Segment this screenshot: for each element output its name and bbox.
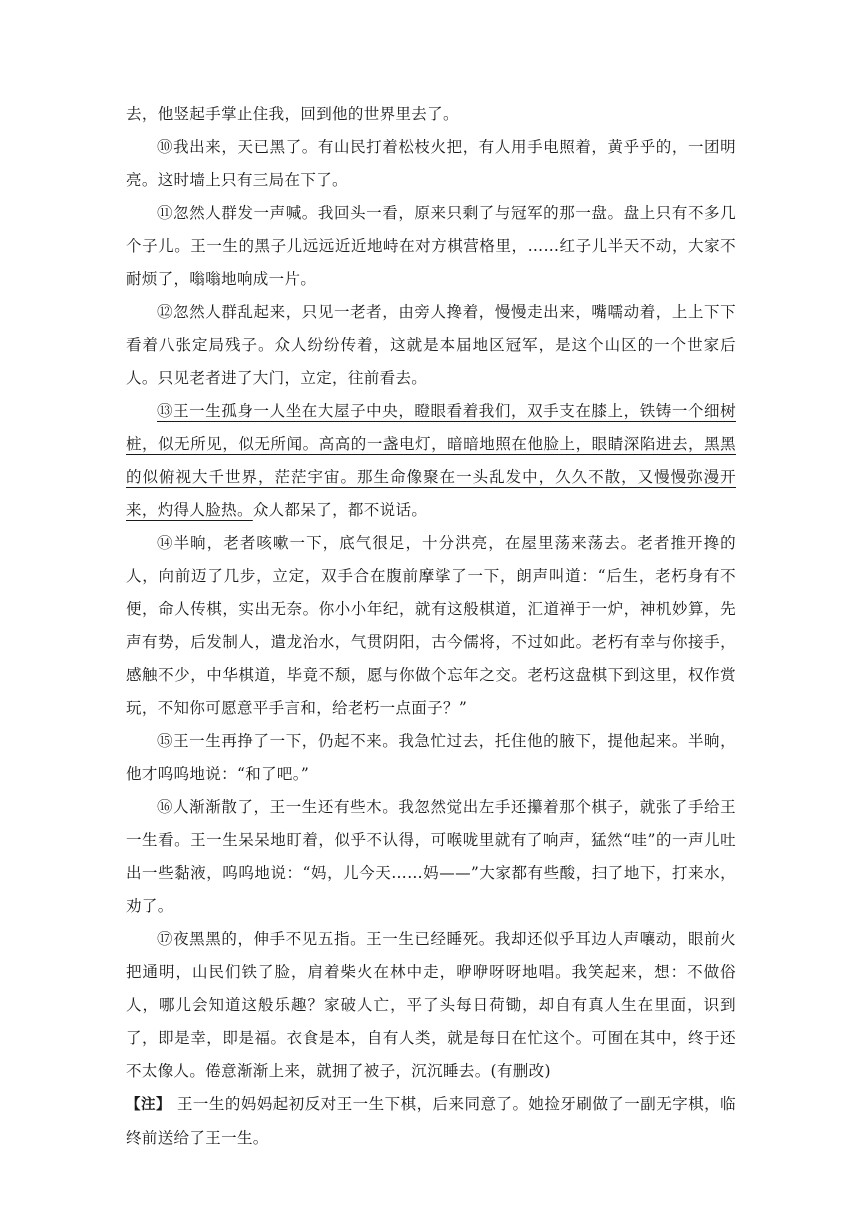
underlined-passage: ⑬王一生孤身一人坐在大屋子中央，瞪眼看着我们，双手支在膝上，铁铸一个细树桩，似无所见，似无所闻。高高的一盏电灯，暗暗地照在他脸上，眼睛深陷进去，黑黑的似俯视大千世界，茫茫宇宙。那生命像聚在一头乱发中，久久不散，又慢慢弥漫开来，灼得人脸热。: [126, 402, 736, 519]
paragraph-16: ⑯人渐渐散了，王一生还有些木。我忽然觉出左手还攥着那个棋子，就张了手给王一生看。王一生呆呆地盯着，似乎不认得，可喉咙里就有了响声，猛然“哇”的一声儿吐出一些黏液，呜呜地说：“妈，儿今天……妈——”大家都有些酸，扫了地下，打来水，劝了。: [126, 798, 736, 915]
footnote-label: 【注】: [126, 1097, 171, 1113]
paragraph-15: ⑮王一生再挣了一下，仍起不来。我急忙过去，托住他的腋下，提他起来。半晌，他才呜呜地说：“和了吧。”: [126, 732, 736, 783]
paragraph-10: ⑩我出来，天已黑了。有山民打着松枝火把，有人用手电照着，黄乎乎的，一团明亮。这时墙上只有三局在下了。: [126, 138, 736, 189]
paragraph-12: ⑫忽然人群乱起来，只见一老者，由旁人搀着，慢慢走出来，嘴嚅动着，上上下下看着八张定局残子。众人纷纷传着，这就是本届地区冠军，是这个山区的一个世家后人。只见老者进了大门，立定，往前看去。: [126, 303, 736, 387]
footnote: [126, 1088, 736, 1155]
paragraph-14: ⑭半晌，老者咳嗽一下，底气很足，十分洪亮，在屋里荡来荡去。老者推开搀的人，向前迈了几步，立定，双手合在腹前摩挲了一下，朗声叫道：“后生，老朽身有不便，命人传棋，实出无奈。你小小年纪，就有这般棋道，汇道禅于一炉，神机妙算，先声有势，后发制人，遣龙治水，气贯阴阳，古今儒将，不过如此。老朽有幸与你接手，感触不少，中华棋道，毕竟不颓，愿与你做个忘年之交。老朽这盘棋下到这里，权作赏玩，不知你可愿意平手言和，给老朽一点面子？”: [126, 534, 736, 717]
paragraph-17: ⑰夜黑黑的，伸手不见五指。王一生已经睡死。我却还似乎耳边人声嚷动，眼前火把通明，山民们铁了脸，肩着柴火在林中走，咿咿呀呀地唱。我笑起来，想：不做俗人，哪儿会知道这般乐趣？家破人亡，平了头每日荷锄，却自有真人生在里面，识到了，即是幸，即是福。衣食是本，自有人类，就是每日在忙这个。可囿在其中，终于还不太像人。倦意渐渐上来，就拥了被子，沉沉睡去。(有删改): [126, 930, 736, 1080]
article-body: [126, 98, 736, 1155]
paragraph-13: [126, 395, 736, 527]
footnote-text: 王一生的妈妈起初反对王一生下棋，后来同意了。她捡牙刷做了一副无字棋，临终前送给了王一生。: [126, 1095, 736, 1147]
paragraph-continuation: 去，他竖起手掌止住我，回到他的世界里去了。: [126, 105, 459, 123]
paragraph-13-tail: 众人都呆了，都不说话。: [252, 501, 428, 519]
paragraph-11: ⑪忽然人群发一声喊。我回头一看，原来只剩了与冠军的那一盘。盘上只有不多几个子儿。王一生的黑子儿远远近近地峙在对方棋营格里，……红子儿半天不动，大家不耐烦了，嗡嗡地响成一片。: [126, 204, 736, 288]
